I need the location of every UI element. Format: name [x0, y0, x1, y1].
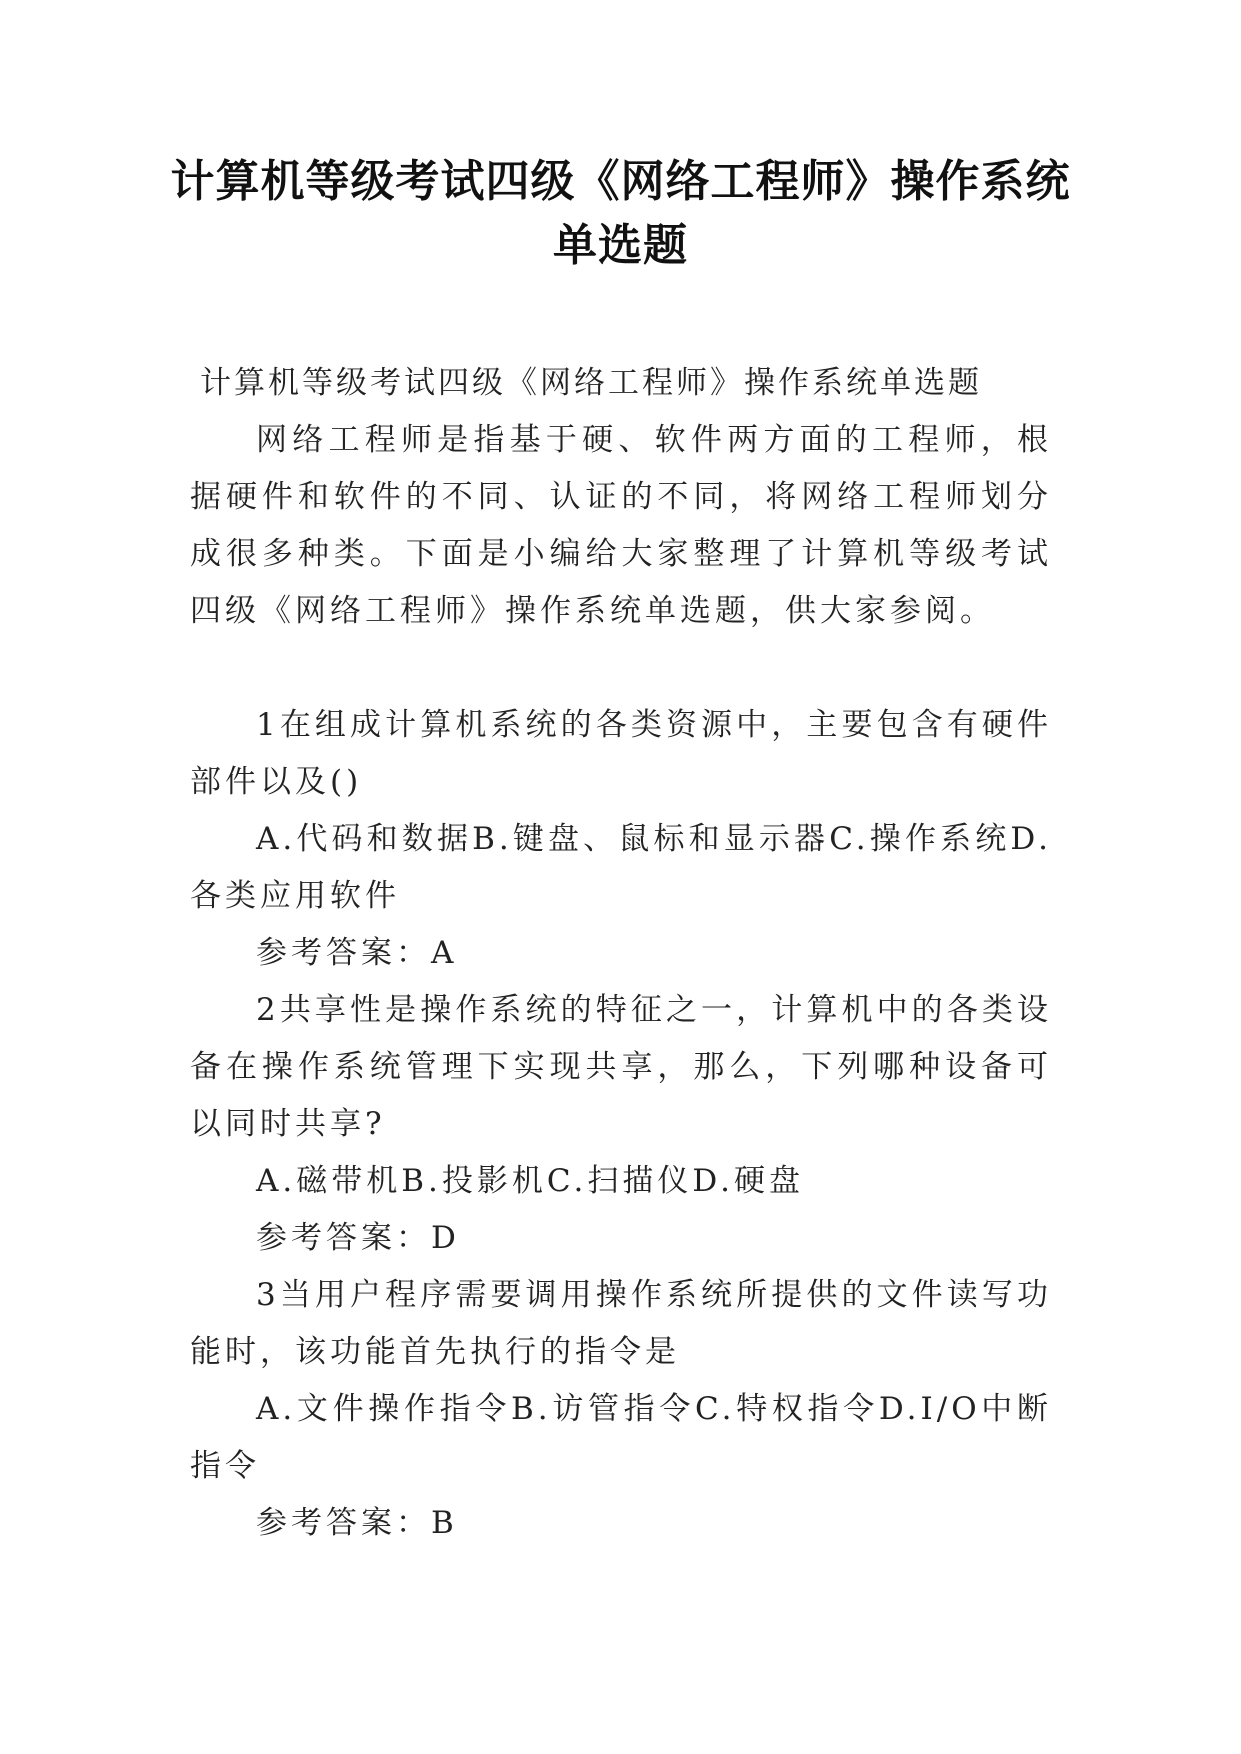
question-3-answer: 参考答案：B: [256, 1505, 458, 1541]
question-2-options: A.磁带机B.投影机C.扫描仪D.硬盘: [256, 1163, 804, 1199]
question-3-options: A.文件操作指令B.访管指令C.特权指令D.I/O中断指令: [190, 1391, 1052, 1484]
question-2-answer: 参考答案：D: [256, 1220, 460, 1256]
question-3-text: 3当用户程序需要调用操作系统所提供的文件读写功能时，该功能首先执行的指令是: [190, 1277, 1052, 1370]
document-subtitle: 计算机等级考试四级《网络工程师》操作系统单选题: [200, 365, 982, 401]
document-title: 计算机等级考试四级《网络工程师》操作系统单选题: [170, 156, 1071, 271]
intro-paragraph: 网络工程师是指基于硬、软件两方面的工程师，根据硬件和软件的不同、认证的不同，将网络工程师划分成很多种类。下面是小编给大家整理了计算机等级考试四级《网络工程师》操作系统单选题，供大家参阅。: [190, 422, 1052, 629]
question-1-answer: 参考答案：A: [256, 935, 458, 971]
question-1-options: A.代码和数据B.键盘、鼠标和显示器C.操作系统D.各类应用软件: [190, 821, 1052, 914]
paragraph-spacer: [190, 640, 1052, 697]
document-body: [190, 355, 1052, 1552]
question-1-text: 1在组成计算机系统的各类资源中，主要包含有硬件部件以及(): [190, 707, 1052, 800]
question-2-text: 2共享性是操作系统的特征之一，计算机中的各类设备在操作系统管理下实现共享，那么，下列哪种设备可以同时共享?: [190, 992, 1052, 1142]
